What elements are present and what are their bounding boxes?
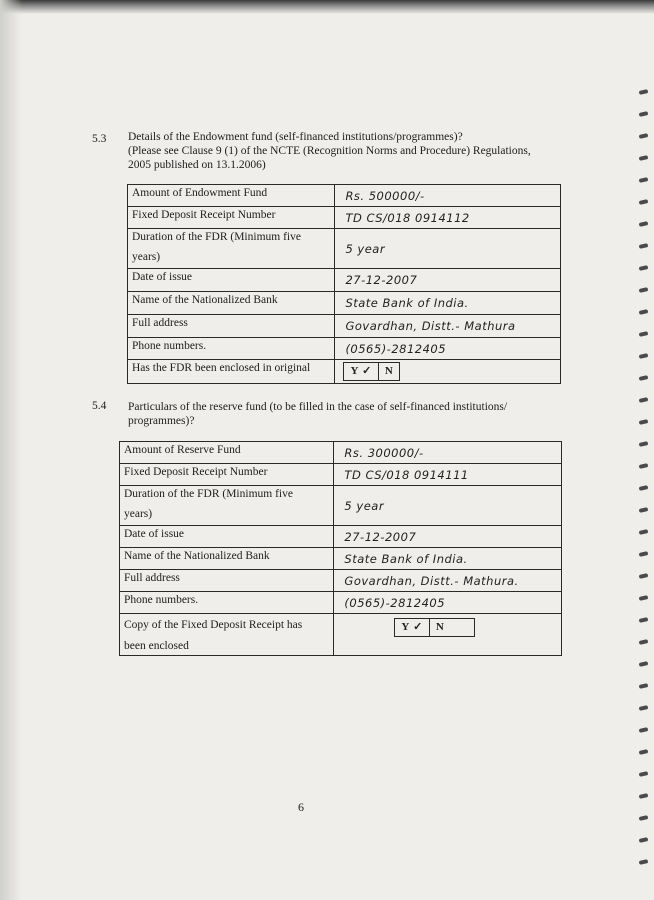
section-5-4-heading-line1: Particulars of the reserve fund (to be filled in the case of self-financed institutions/	[128, 401, 508, 413]
binding-ring	[639, 595, 649, 601]
table-row	[128, 315, 561, 338]
binding-ring	[639, 617, 649, 623]
row-value: (0565)-2812405	[334, 592, 562, 614]
row-label	[128, 229, 335, 269]
binding-ring	[639, 375, 649, 381]
yes-option	[395, 619, 428, 636]
binding-ring	[639, 771, 649, 777]
section-5-4-text	[128, 400, 588, 428]
section-5-3-note-line2: 2005 published on 13.1.2006)	[128, 159, 266, 171]
table-row	[120, 526, 562, 548]
binding-ring	[639, 727, 649, 733]
row-label	[120, 614, 334, 656]
binding-ring	[639, 89, 649, 95]
table-row	[120, 442, 562, 464]
section-5-4-number: 5.4	[92, 400, 107, 412]
section-5-4-heading-line2: programmes)?	[128, 415, 195, 427]
binding-ring	[639, 529, 649, 535]
table-row	[128, 229, 561, 269]
binding-ring	[639, 683, 649, 689]
row-label: Name of the Nationalized Bank	[120, 548, 334, 570]
row-label: Phone numbers.	[120, 592, 334, 614]
row-value	[335, 360, 561, 384]
binding-ring	[639, 199, 649, 205]
yes-option	[344, 363, 377, 380]
binding-ring	[639, 353, 649, 359]
row-label-line2: years)	[132, 251, 161, 263]
table-row	[120, 592, 562, 614]
row-label: Full address	[120, 570, 334, 592]
binding-ring	[639, 331, 649, 337]
binding-ring	[639, 793, 649, 799]
row-label: Phone numbers.	[128, 338, 335, 360]
reserve-fund-table	[119, 441, 562, 656]
tick-mark: ✓	[362, 365, 372, 377]
binding-ring	[639, 705, 649, 711]
binding-ring	[639, 177, 649, 183]
table-row	[128, 269, 561, 292]
row-label	[120, 486, 334, 526]
row-label: Date of issue	[128, 269, 335, 292]
row-value: State Bank of India.	[335, 292, 561, 315]
row-label-line1: Duration of the FDR (Minimum five	[124, 488, 293, 500]
table-row	[128, 185, 561, 207]
row-value: 5 year	[335, 229, 561, 269]
binding-ring	[639, 441, 649, 447]
row-value	[334, 614, 562, 656]
row-label: Date of issue	[120, 526, 334, 548]
row-value: 5 year	[334, 486, 562, 526]
binding-ring	[639, 661, 649, 667]
binding-ring	[639, 837, 649, 843]
page-number: 6	[298, 800, 304, 814]
row-value: Rs. 500000/-	[335, 185, 561, 207]
table-row	[128, 338, 561, 360]
section-5-3-number: 5.3	[92, 133, 107, 145]
row-value: (0565)-2812405	[335, 338, 561, 360]
table-row	[128, 360, 561, 384]
row-label-line2: been enclosed	[124, 640, 189, 652]
binding-ring	[639, 639, 649, 645]
binding-ring	[639, 573, 649, 579]
row-label: Name of the Nationalized Bank	[128, 292, 335, 315]
scan-top-edge	[0, 0, 654, 14]
row-value: Govardhan, Distt.- Mathura	[335, 315, 561, 338]
row-label: Fixed Deposit Receipt Number	[120, 464, 334, 486]
yes-no-box	[394, 618, 475, 637]
binding-ring	[639, 221, 649, 227]
table-row	[128, 207, 561, 229]
yes-label: Y	[401, 621, 410, 633]
row-label: Amount of Endowment Fund	[128, 185, 335, 207]
table-row	[128, 292, 561, 315]
binding-ring	[639, 287, 649, 293]
binding-ring	[639, 155, 649, 161]
row-value: State Bank of India.	[334, 548, 562, 570]
yes-label: Y	[350, 365, 359, 377]
binding-ring	[639, 507, 649, 513]
no-option: N	[429, 619, 474, 636]
binding-ring	[639, 309, 649, 315]
row-value: Rs. 300000/-	[334, 442, 562, 464]
section-5-3-note-line1: (Please see Clause 9 (1) of the NCTE (Recognition Norms and Procedure) Regulations,	[128, 145, 531, 157]
binding-ring	[639, 463, 649, 469]
row-label-line1: Copy of the Fixed Deposit Receipt has	[124, 619, 303, 631]
yes-no-box	[343, 362, 400, 381]
row-value: 27-12-2007	[335, 269, 561, 292]
table-row	[120, 486, 562, 526]
row-value: TD CS/018 0914111	[334, 464, 562, 486]
binding-ring	[639, 397, 649, 403]
binding-ring	[639, 749, 649, 755]
endowment-fund-table	[127, 184, 561, 384]
row-label: Amount of Reserve Fund	[120, 442, 334, 464]
binding-ring	[639, 815, 649, 821]
row-label: Has the FDR been enclosed in original	[128, 360, 335, 384]
no-option: N	[378, 363, 399, 380]
row-value: 27-12-2007	[334, 526, 562, 548]
table-row	[120, 614, 562, 656]
binding-ring	[639, 551, 649, 557]
binding-ring	[639, 243, 649, 249]
scan-left-edge	[0, 0, 22, 900]
binding-ring	[639, 859, 649, 865]
binding-ring	[639, 133, 649, 139]
binding-ring	[639, 419, 649, 425]
row-value: TD CS/018 0914112	[335, 207, 561, 229]
row-label-line2: years)	[124, 508, 153, 520]
table-row	[120, 548, 562, 570]
table-row	[120, 464, 562, 486]
row-label: Full address	[128, 315, 335, 338]
section-5-3-heading: Details of the Endowment fund (self-financed institutions/programmes)?	[128, 131, 463, 143]
table-row	[120, 570, 562, 592]
binding-ring	[639, 111, 649, 117]
row-label: Fixed Deposit Receipt Number	[128, 207, 335, 229]
row-label-line1: Duration of the FDR (Minimum five	[132, 231, 301, 243]
row-value: Govardhan, Distt.- Mathura.	[334, 570, 562, 592]
binding-ring	[639, 485, 649, 491]
binding-ring	[639, 265, 649, 271]
tick-mark: ✓	[413, 621, 423, 633]
section-5-3-text	[128, 130, 568, 172]
spiral-binding	[628, 90, 654, 900]
